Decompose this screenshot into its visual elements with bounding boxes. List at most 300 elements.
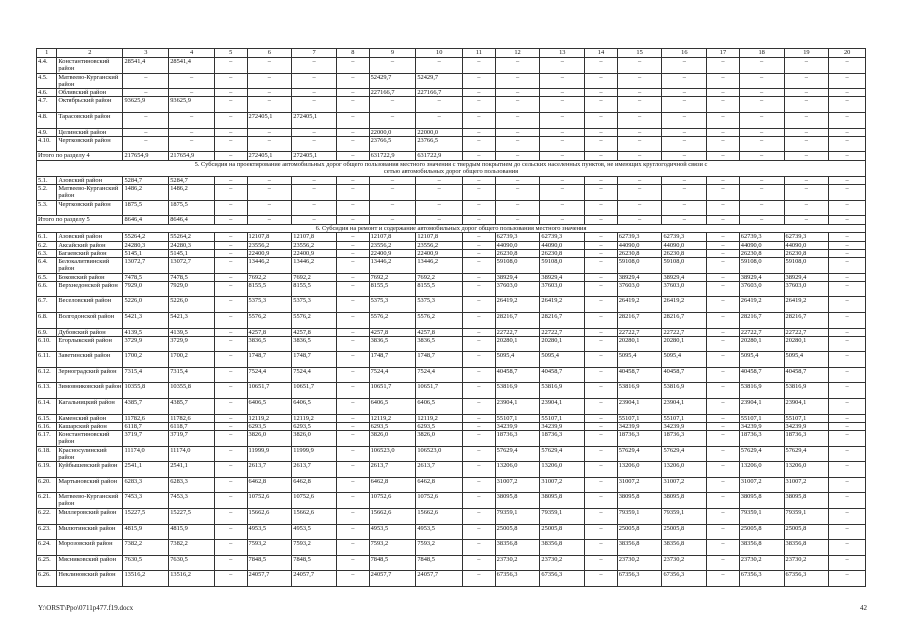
table-cell: –: [463, 185, 496, 201]
table-cell: –: [739, 97, 784, 113]
table-cell: 6.11.: [37, 352, 57, 368]
table-cell: –: [617, 89, 662, 97]
table-cell: 57629,4: [662, 446, 707, 462]
table-cell: 23904,1: [540, 399, 585, 415]
table-cell: 3729,9: [169, 336, 215, 352]
table-cell: –: [214, 185, 247, 201]
table-cell: 4139,5: [169, 328, 215, 336]
table-cell: –: [214, 200, 247, 216]
table-cell: –: [540, 112, 585, 128]
table-cell: –: [337, 431, 370, 447]
table-cell: 52429,7: [369, 73, 416, 89]
table-cell: –: [585, 177, 618, 185]
table-cell: –: [784, 128, 829, 136]
table-cell: 7929,0: [123, 281, 169, 297]
table-cell: –: [247, 200, 292, 216]
table-cell: –: [784, 136, 829, 152]
table-cell: –: [292, 128, 337, 136]
table-cell: 6.12.: [37, 367, 57, 383]
table-cell: 4.9.: [37, 128, 57, 136]
table-row: [37, 493, 866, 509]
table-cell: 6.20.: [37, 477, 57, 493]
footer-file-path: Y:\ORST\Ppo\0711p477.f19.docx: [38, 604, 134, 612]
table-cell: 34239,9: [495, 422, 540, 430]
table-cell: 13446,2: [247, 257, 292, 273]
budget-table: [36, 48, 866, 587]
table-cell: –: [585, 89, 618, 97]
table-cell: 28216,7: [495, 312, 540, 328]
table-cell: –: [337, 493, 370, 509]
table-cell: 12107,8: [292, 233, 337, 241]
table-cell: –: [707, 446, 740, 462]
table-cell: 79359,1: [739, 509, 784, 525]
table-cell: –: [784, 97, 829, 113]
table-cell: 10651,7: [369, 383, 416, 399]
table-cell: –: [214, 328, 247, 336]
table-cell: 55107,1: [540, 414, 585, 422]
table-cell: 55107,1: [784, 414, 829, 422]
table-cell: –: [463, 383, 496, 399]
table-row: [37, 509, 866, 525]
table-cell: 31007,2: [784, 477, 829, 493]
table-cell: Верхнедонской район: [57, 281, 123, 297]
table-cell: 67356,3: [784, 571, 829, 587]
table-cell: –: [369, 97, 416, 113]
table-cell: –: [214, 414, 247, 422]
table-cell: 7593,2: [416, 540, 463, 556]
table-cell: 1700,2: [123, 352, 169, 368]
table-cell: –: [540, 185, 585, 201]
table-cell: 4257,8: [369, 328, 416, 336]
table-row: [37, 200, 866, 216]
table-cell: –: [540, 152, 585, 160]
table-cell: 13206,0: [662, 462, 707, 478]
table-cell: –: [707, 431, 740, 447]
table-cell: –: [495, 136, 540, 152]
table-cell: 18736,3: [662, 431, 707, 447]
table-cell: 5226,0: [169, 297, 215, 313]
table-cell: 6.17.: [37, 431, 57, 447]
table-cell: 23904,1: [784, 399, 829, 415]
table-cell: –: [214, 233, 247, 241]
table-cell: 24057,7: [416, 571, 463, 587]
table-cell: 40458,7: [739, 367, 784, 383]
table-cell: –: [662, 136, 707, 152]
table-cell: 8155,5: [292, 281, 337, 297]
table-cell: –: [337, 58, 370, 74]
table-cell: 5284,7: [169, 177, 215, 185]
section-heading: 6. Субсидия на ремонт и содержание автомобильных дорог общего пользования местного значения: [37, 224, 866, 233]
table-cell: –: [463, 152, 496, 160]
table-cell: 23904,1: [495, 399, 540, 415]
table-cell: Октябрьский район: [57, 97, 123, 113]
table-cell: –: [739, 89, 784, 97]
table-cell: –: [707, 241, 740, 249]
table-cell: –: [463, 58, 496, 74]
table-cell: 10752,6: [292, 493, 337, 509]
table-cell: 38356,8: [540, 540, 585, 556]
table-cell: Егорлыкский район: [57, 336, 123, 352]
table-cell: 53816,9: [540, 383, 585, 399]
table-cell: –: [369, 200, 416, 216]
table-cell: –: [540, 97, 585, 113]
table-cell: –: [169, 89, 215, 97]
table-cell: 13516,2: [123, 571, 169, 587]
table-cell: 7929,0: [169, 281, 215, 297]
table-cell: –: [585, 112, 618, 128]
table-row: [37, 58, 866, 74]
table-cell: 20280,1: [617, 336, 662, 352]
table-cell: –: [540, 73, 585, 89]
table-cell: 7315,4: [169, 367, 215, 383]
table-cell: 6.23.: [37, 524, 57, 540]
table-cell: Каменский район: [57, 414, 123, 422]
table-cell: 18736,3: [739, 431, 784, 447]
table-cell: –: [214, 73, 247, 89]
table-cell: –: [707, 233, 740, 241]
table-cell: 7593,2: [292, 540, 337, 556]
table-cell: 34239,9: [617, 422, 662, 430]
table-row: [37, 367, 866, 383]
column-number: 16: [662, 49, 707, 58]
table-cell: 5421,3: [123, 312, 169, 328]
table-cell: 24057,7: [369, 571, 416, 587]
table-row: [37, 336, 866, 352]
table-cell: –: [617, 58, 662, 74]
table-cell: 28216,7: [784, 312, 829, 328]
table-cell: Боковский район: [57, 273, 123, 281]
table-cell: –: [214, 89, 247, 97]
table-cell: –: [495, 128, 540, 136]
table-cell: 93625,9: [169, 97, 215, 113]
table-row: [37, 555, 866, 571]
table-cell: 10355,8: [123, 383, 169, 399]
table-cell: 2541,1: [123, 462, 169, 478]
table-cell: –: [585, 185, 618, 201]
table-cell: 7382,2: [123, 540, 169, 556]
table-cell: 13206,0: [540, 462, 585, 478]
table-cell: –: [585, 462, 618, 478]
table-cell: –: [585, 328, 618, 336]
table-cell: –: [617, 97, 662, 113]
table-row: [37, 112, 866, 128]
table-cell: 1875,5: [123, 200, 169, 216]
table-row: [37, 446, 866, 462]
table-cell: 11174,0: [123, 446, 169, 462]
table-cell: 57629,4: [540, 446, 585, 462]
table-cell: –: [707, 414, 740, 422]
table-cell: –: [214, 422, 247, 430]
table-cell: –: [662, 112, 707, 128]
table-cell: –: [214, 97, 247, 113]
table-cell: –: [585, 97, 618, 113]
table-cell: 5284,7: [123, 177, 169, 185]
table-cell: 26419,2: [540, 297, 585, 313]
table-cell: 5.3.: [37, 200, 57, 216]
table-cell: –: [463, 399, 496, 415]
table-cell: 5375,3: [247, 297, 292, 313]
table-cell: –: [495, 112, 540, 128]
table-cell: 26230,8: [495, 249, 540, 257]
table-cell: 7848,5: [247, 555, 292, 571]
table-cell: –: [585, 524, 618, 540]
table-cell: 4257,8: [247, 328, 292, 336]
table-cell: –: [829, 249, 866, 257]
column-number: 14: [585, 49, 618, 58]
table-cell: 7692,2: [416, 273, 463, 281]
table-cell: Обливский район: [57, 89, 123, 97]
table-cell: –: [585, 152, 618, 160]
table-cell: –: [416, 97, 463, 113]
column-number: 9: [369, 49, 416, 58]
table-cell: –: [585, 555, 618, 571]
column-number: 7: [292, 49, 337, 58]
table-cell: 26419,2: [662, 297, 707, 313]
table-cell: 10752,6: [247, 493, 292, 509]
table-cell: 22400,9: [247, 249, 292, 257]
table-cell: 7478,5: [169, 273, 215, 281]
table-cell: –: [829, 540, 866, 556]
table-cell: 38929,4: [495, 273, 540, 281]
table-cell: –: [707, 152, 740, 160]
table-row: [37, 273, 866, 281]
table-cell: 7524,4: [369, 367, 416, 383]
table-cell: 25005,8: [617, 524, 662, 540]
table-cell: 3826,0: [369, 431, 416, 447]
table-cell: –: [337, 97, 370, 113]
table-cell: 28541,4: [123, 58, 169, 74]
table-cell: –: [585, 58, 618, 74]
table-cell: –: [337, 185, 370, 201]
table-cell: 34239,9: [540, 422, 585, 430]
table-cell: 8646,4: [123, 216, 169, 224]
table-row: [37, 128, 866, 136]
table-cell: 28216,7: [739, 312, 784, 328]
table-cell: 23766,5: [369, 136, 416, 152]
table-cell: –: [585, 399, 618, 415]
table-cell: 10752,6: [369, 493, 416, 509]
table-cell: –: [829, 97, 866, 113]
table-cell: –: [662, 200, 707, 216]
table-cell: –: [214, 524, 247, 540]
table-cell: –: [829, 422, 866, 430]
table-cell: 44090,0: [662, 241, 707, 249]
table-cell: 11782,6: [123, 414, 169, 422]
table-cell: –: [617, 128, 662, 136]
table-cell: 18736,3: [617, 431, 662, 447]
table-cell: –: [739, 58, 784, 74]
table-cell: –: [662, 128, 707, 136]
table-cell: –: [214, 58, 247, 74]
table-cell: –: [739, 200, 784, 216]
table-cell: 62739,3: [784, 233, 829, 241]
table-cell: –: [292, 97, 337, 113]
table-cell: –: [463, 97, 496, 113]
table-cell: 12107,8: [416, 233, 463, 241]
table-cell: –: [829, 128, 866, 136]
table-cell: –: [169, 112, 215, 128]
section-heading-row: [37, 224, 866, 233]
table-cell: 26230,8: [617, 249, 662, 257]
table-cell: –: [337, 383, 370, 399]
table-cell: 7524,4: [416, 367, 463, 383]
table-cell: 3836,5: [247, 336, 292, 352]
table-cell: –: [540, 177, 585, 185]
table-cell: 24280,3: [169, 241, 215, 249]
table-cell: –: [214, 540, 247, 556]
table-cell: –: [463, 297, 496, 313]
table-cell: 11999,9: [247, 446, 292, 462]
table-cell: –: [585, 297, 618, 313]
table-cell: 7593,2: [369, 540, 416, 556]
table-cell: –: [707, 136, 740, 152]
table-row: [37, 399, 866, 415]
table-cell: –: [463, 477, 496, 493]
table-cell: 13446,2: [292, 257, 337, 273]
table-cell: –: [585, 352, 618, 368]
table-cell: Куйбышевский район: [57, 462, 123, 478]
table-cell: 25005,8: [540, 524, 585, 540]
table-cell: 6.9.: [37, 328, 57, 336]
table-cell: –: [214, 571, 247, 587]
table-cell: –: [214, 281, 247, 297]
table-cell: –: [463, 524, 496, 540]
table-cell: 15227,5: [123, 509, 169, 525]
table-cell: 67356,3: [739, 571, 784, 587]
table-cell: 20280,1: [662, 336, 707, 352]
table-cell: 3836,5: [416, 336, 463, 352]
table-cell: 53816,9: [739, 383, 784, 399]
table-cell: 20280,1: [784, 336, 829, 352]
table-cell: –: [707, 367, 740, 383]
table-cell: 26419,2: [739, 297, 784, 313]
table-cell: –: [337, 128, 370, 136]
table-cell: 106523,0: [369, 446, 416, 462]
table-cell: –: [247, 216, 292, 224]
table-cell: –: [739, 128, 784, 136]
table-cell: –: [337, 414, 370, 422]
table-cell: –: [707, 281, 740, 297]
table-cell: 6293,5: [416, 422, 463, 430]
table-cell: –: [707, 540, 740, 556]
table-cell: 44090,0: [784, 241, 829, 249]
table-cell: –: [169, 73, 215, 89]
table-cell: –: [585, 257, 618, 273]
table-cell: –: [829, 89, 866, 97]
table-cell: –: [337, 422, 370, 430]
table-cell: 22722,7: [540, 328, 585, 336]
table-cell: –: [829, 185, 866, 201]
table-cell: –: [214, 352, 247, 368]
table-cell: 5375,3: [416, 297, 463, 313]
table-cell: –: [463, 367, 496, 383]
table-cell: 3826,0: [247, 431, 292, 447]
table-cell: 20280,1: [739, 336, 784, 352]
table-cell: –: [463, 328, 496, 336]
table-row: [37, 257, 866, 273]
table-cell: 5095,4: [662, 352, 707, 368]
table-cell: –: [585, 540, 618, 556]
table-cell: –: [707, 112, 740, 128]
table-cell: 5095,4: [495, 352, 540, 368]
table-cell: –: [829, 281, 866, 297]
table-cell: 38095,8: [739, 493, 784, 509]
table-cell: 7630,5: [169, 555, 215, 571]
table-cell: –: [337, 152, 370, 160]
table-cell: 6.18.: [37, 446, 57, 462]
table-cell: –: [829, 352, 866, 368]
table-cell: –: [463, 555, 496, 571]
table-cell: 6.7.: [37, 297, 57, 313]
table-row: [37, 241, 866, 249]
table-cell: 38356,8: [617, 540, 662, 556]
table-cell: 8646,4: [169, 216, 215, 224]
table-cell: –: [707, 312, 740, 328]
table-cell: 272405,1: [247, 152, 292, 160]
table-cell: 23730,2: [540, 555, 585, 571]
table-cell: 31007,2: [617, 477, 662, 493]
table-cell: –: [739, 185, 784, 201]
table-cell: –: [416, 216, 463, 224]
table-cell: 22000,0: [416, 128, 463, 136]
table-cell: 6.2.: [37, 241, 57, 249]
table-cell: –: [585, 273, 618, 281]
table-cell: –: [585, 367, 618, 383]
table-cell: 5421,3: [169, 312, 215, 328]
table-cell: –: [829, 509, 866, 525]
table-cell: –: [662, 58, 707, 74]
table-cell: –: [707, 336, 740, 352]
table-cell: 12119,2: [292, 414, 337, 422]
table-cell: –: [829, 241, 866, 249]
table-cell: –: [337, 200, 370, 216]
table-cell: –: [463, 462, 496, 478]
table-cell: –: [337, 555, 370, 571]
table-cell: –: [784, 89, 829, 97]
table-cell: 4953,5: [292, 524, 337, 540]
table-cell: –: [585, 249, 618, 257]
table-cell: 18736,3: [784, 431, 829, 447]
table-cell: 6.1.: [37, 233, 57, 241]
table-cell: –: [585, 200, 618, 216]
table-cell: –: [463, 233, 496, 241]
table-row: [37, 281, 866, 297]
table-cell: 31007,2: [540, 477, 585, 493]
table-cell: 67356,3: [617, 571, 662, 587]
table-cell: –: [369, 216, 416, 224]
table-cell: –: [707, 571, 740, 587]
table-cell: –: [585, 422, 618, 430]
table-cell: 23730,2: [617, 555, 662, 571]
table-cell: 38929,4: [739, 273, 784, 281]
table-cell: 5375,3: [369, 297, 416, 313]
table-cell: 26419,2: [495, 297, 540, 313]
table-cell: –: [585, 446, 618, 462]
table-cell: 7315,4: [123, 367, 169, 383]
column-number: 20: [829, 49, 866, 58]
table-cell: 38929,4: [662, 273, 707, 281]
column-number-row: [37, 49, 866, 58]
total-label: Итого по разделу 4: [37, 152, 123, 160]
table-cell: –: [707, 128, 740, 136]
table-cell: 44090,0: [739, 241, 784, 249]
table-cell: –: [707, 257, 740, 273]
table-cell: 7630,5: [123, 555, 169, 571]
table-cell: –: [463, 128, 496, 136]
table-cell: 5576,2: [369, 312, 416, 328]
table-cell: –: [829, 555, 866, 571]
table-cell: 38095,8: [617, 493, 662, 509]
